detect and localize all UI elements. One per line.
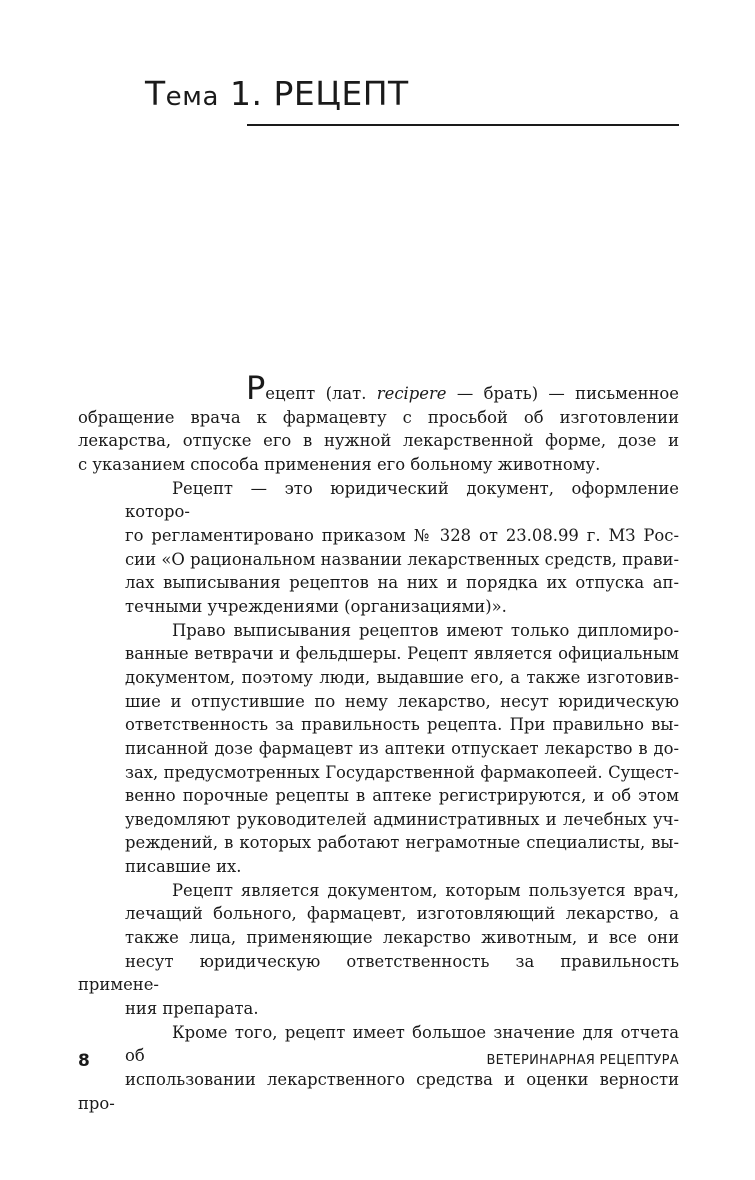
text-line: Рецепт является документом, которым пользуется врач,: [172, 880, 679, 900]
text-line: лекарства, отпуске его в нужной лекарственной форме, дозе и: [78, 431, 679, 451]
text-line: лечащий больного, фармацевт, изготовляющий лекарство, а: [125, 904, 679, 924]
text-line: несут юридическую ответственность за правильность примене-: [78, 951, 679, 995]
chapter-label-smallcaps: ема: [165, 82, 220, 112]
text-line: ответственность за правильность рецепта. При правильно вы-: [125, 715, 679, 735]
running-title: ВЕТЕРИНАРНАЯ РЕЦЕПТУРА: [486, 1053, 679, 1068]
chapter-label-initial: Т: [145, 74, 166, 113]
text-line: сии «О рациональном названии лекарственных средств, прави-: [125, 549, 679, 569]
text-line: также лица, применяющие лекарство животным, и все они: [125, 928, 679, 948]
text-line: ванные ветврачи и фельдшеры. Рецепт является официальным: [125, 644, 679, 664]
text-line: обращение врача к фармацевту с просьбой об изготовлении: [78, 407, 679, 427]
paragraph-5: [78, 1021, 679, 1116]
text-line: Право выписывания рецептов имеют только дипломиро-: [172, 620, 679, 640]
paragraph-3: [78, 619, 679, 879]
text-line: с указанием способа применения его больному животному.: [78, 454, 601, 474]
paragraph-2: [78, 477, 679, 619]
text-line: шие и отпустившие по нему лекарство, несут юридическую: [125, 691, 679, 711]
chapter-heading: [145, 74, 409, 117]
text-line: уведомляют руководителей административных и лечебных уч-: [125, 809, 679, 829]
text-line: писавшие их.: [125, 857, 242, 877]
latin-term: recipere: [376, 384, 447, 403]
text-line: Кроме того, рецепт имеет большое значение для отчета об: [125, 1022, 679, 1066]
chapter-number-title: 1. РЕЦЕПТ: [230, 74, 409, 113]
paragraph-1: [78, 369, 679, 477]
text-line: использовании лекарственного средства и оценки верности про-: [78, 1070, 679, 1113]
text-line: писанной дозе фармацевт из аптеки отпускает лекарство в до-: [125, 738, 679, 758]
drop-cap: Р: [246, 369, 266, 407]
text-line: документом, поэтому люди, выдавшие его, а также изготовив-: [125, 667, 679, 687]
heading-rule: [247, 124, 679, 126]
page-number: 8: [78, 1051, 90, 1071]
text-line: лах выписывания рецептов на них и порядка их отпуска ап-: [125, 573, 679, 593]
text-line: реждений, в которых работают неграмотные специалисты, вы-: [125, 833, 679, 853]
text-line: го регламентировано приказом № 328 от 23.08.99 г. МЗ Рос-: [125, 525, 679, 545]
text-line: [246, 369, 679, 407]
body-text: [78, 369, 679, 1115]
text-line: зах, предусмотренных Государственной фармакопеей. Сущест-: [125, 762, 679, 782]
paragraph-4: [78, 879, 679, 1021]
text-line-content: ецепт (лат. recipere — брать) — письменное: [265, 384, 679, 403]
text-line: ния препарата.: [125, 999, 259, 1019]
text-line: Рецепт — это юридический документ, оформление которо-: [125, 478, 679, 522]
text-line: венно порочные рецепты в аптеке регистрируются, и об этом: [125, 786, 679, 806]
text-line: течными учреждениями (организациями)».: [125, 596, 507, 616]
